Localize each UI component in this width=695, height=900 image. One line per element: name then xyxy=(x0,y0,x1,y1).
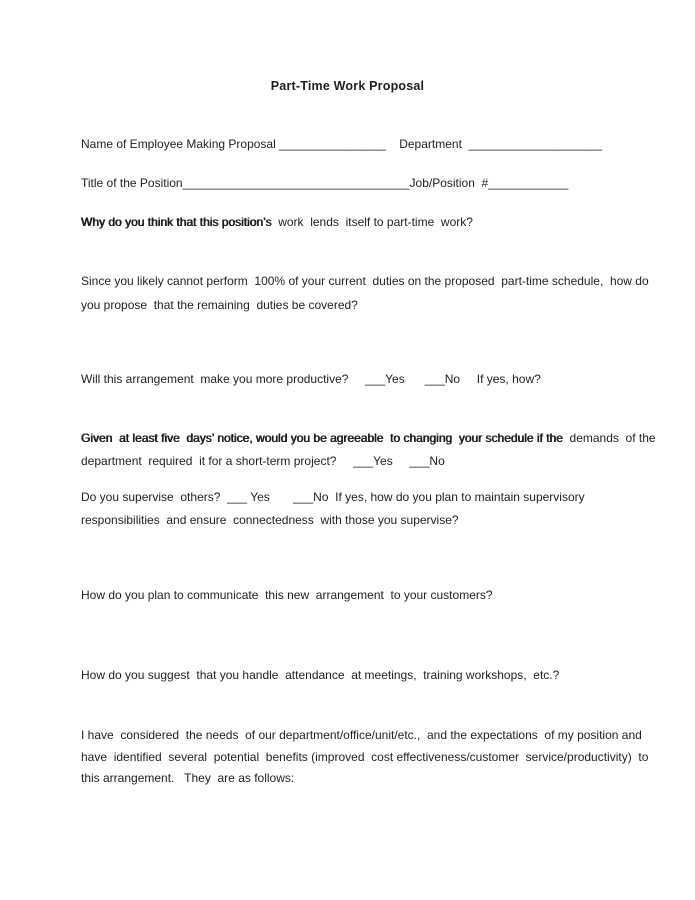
statement-benefits-line-2: have identified several potential benefits (improved cost effectiveness/customer service/productivity) to xyxy=(81,750,649,764)
question-duties-coverage-line-1: Since you likely cannot perform 100% of your current duties on the proposed part-time schedule, how do xyxy=(81,274,649,288)
question-supervision-line-1-with-yes-no-blanks: Do you supervise others? ___ Yes ___No If yes, how do you plan to maintain supervisory xyxy=(81,490,585,504)
question-part-time-suitability-emphasis: Why do you think that this position’s xyxy=(81,215,272,229)
form-title: Part-Time Work Proposal xyxy=(270,79,425,93)
question-duties-coverage-line-2: you propose that the remaining duties be covered? xyxy=(81,298,358,312)
question-supervision-line-2: responsibilities and ensure connectedness with those you supervise? xyxy=(81,513,459,527)
question-schedule-change-line-1 xyxy=(81,431,656,446)
statement-benefits-line-1: I have considered the needs of our department/office/unit/etc., and the expectations of my position and xyxy=(81,728,642,742)
question-part-time-suitability-text: work lends itself to part-time work? xyxy=(271,215,473,229)
question-meeting-attendance: How do you suggest that you handle attendance at meetings, training workshops, etc.? xyxy=(81,668,560,682)
question-schedule-change-line-2-with-yes-no-blanks: department required it for a short-term project? ___Yes ___No xyxy=(81,454,445,468)
question-customer-communication: How do you plan to communicate this new arrangement to your customers? xyxy=(81,588,493,602)
position-title-and-job-number-fields: Title of the Position__________________________________Job/Position #____________ xyxy=(81,176,569,190)
question-part-time-suitability xyxy=(81,215,473,230)
statement-benefits-line-3: this arrangement. They are as follows: xyxy=(81,771,295,785)
employee-name-and-department-fields: Name of Employee Making Proposal ________________ Department ____________________ xyxy=(81,137,603,151)
question-schedule-change-emphasis: Given at least five days’ notice, would you be agreeable to changing your schedule if the xyxy=(81,431,563,445)
question-schedule-change-text: demands of the xyxy=(562,431,656,445)
question-productivity-with-yes-no-blanks: Will this arrangement make you more productive? ___Yes ___No If yes, how? xyxy=(81,372,541,386)
